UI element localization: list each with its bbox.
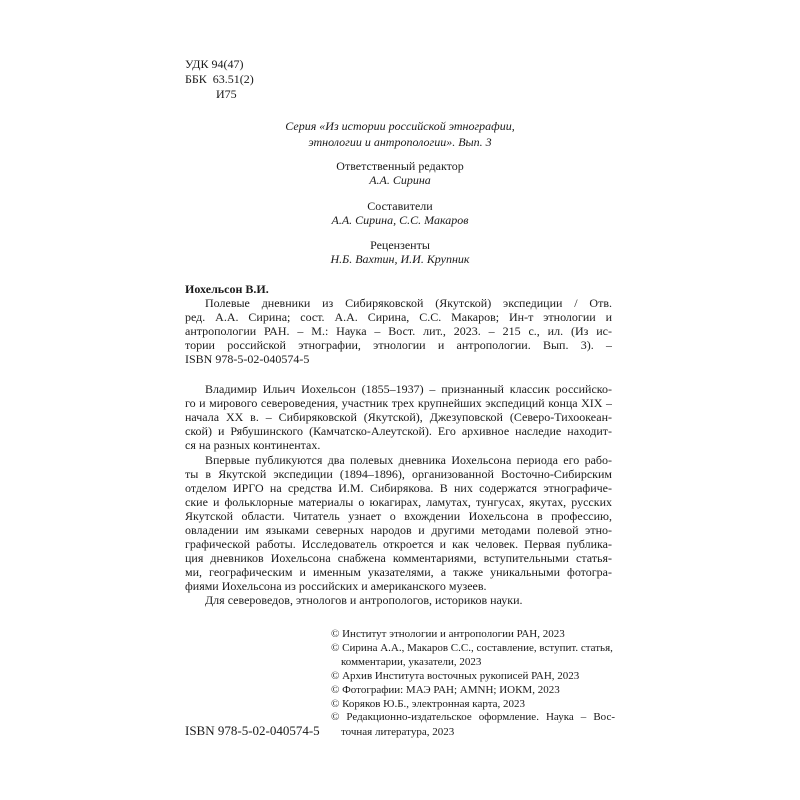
abstract-line: ской) и Рябушинского (Камчатско-Алеутской). Его архивное наследие находит- xyxy=(185,424,612,438)
author-mark: И75 xyxy=(216,87,237,101)
credit-role: Ответственный редактор xyxy=(336,159,464,173)
record-line: Полевые дневники из Сибиряковской (Якутской) экспедиции / Отв. xyxy=(205,296,612,310)
abstract-line: ские и фольклорные материалы о юкагирах, ламутах, тунгусах, якутах, русских xyxy=(185,495,612,509)
abstract-line: графической работы. Исследователь откроется и как человек. Первая публика- xyxy=(185,537,612,551)
abstract-line: ми, географическим и именным указателями, а также уникальными фотогра- xyxy=(185,565,612,579)
record-line: антропологии РАН. – М.: Наука – Вост. лит., 2023. – 215 с., ил. (Из ис- xyxy=(185,324,612,338)
abstract-line: начала XX в. – Сибиряковской (Якутской), Джезуповской (Северо-Тихоокеан- xyxy=(185,410,612,424)
record-line: ред. А.А. Сирина; сост. А.А. Сирина, С.С. Макаров; Ин-т этнологии и xyxy=(185,310,612,324)
credit-role: Рецензенты xyxy=(370,238,430,252)
isbn: ISBN 978-5-02-040574-5 xyxy=(185,723,320,738)
series-title xyxy=(185,119,615,149)
abstract-line: фиями Иохельсона из российских и американского музеев. xyxy=(185,579,487,593)
bbk-code: ББК 63.51(2) xyxy=(185,72,254,86)
abstract-line: ся на разных континентах. xyxy=(185,438,321,452)
editor-credit xyxy=(185,159,615,187)
copyright-line: © Коряков Ю.Б., электронная карта, 2023 xyxy=(331,698,526,710)
copyright-line: © Институт этнологии и антропологии РАН, 2023 xyxy=(331,628,565,640)
copyright-line: © Сирина А.А., Макаров С.С., составление, вступит. статья, xyxy=(331,642,613,654)
abstract-line: Якутской области. Читатель узнает о вхождении Иохельсона в профессию, xyxy=(185,509,612,523)
abstract-line: отделом ИРГО на средства И.М. Сибирякова. В них содержатся этнографиче- xyxy=(185,481,612,495)
credit-names: Н.Б. Вахтин, И.И. Крупник xyxy=(330,252,470,266)
credit-names: А.А. Сирина, С.С. Макаров xyxy=(331,213,469,227)
copyright-block xyxy=(331,627,615,739)
copyright-line: © Архив Института восточных рукописей РАН, 2023 xyxy=(331,670,580,682)
series-line: Серия «Из истории российской этнографии, xyxy=(285,119,515,133)
credit-role: Составители xyxy=(367,199,433,213)
udk-code: УДК 94(47) xyxy=(185,57,244,71)
abstract-line: Владимир Ильич Иохельсон (1855–1937) – признанный классик российско- xyxy=(205,382,612,396)
abstract-line: ты в Якутской экспедиции (1894–1896), организованной Восточно-Сибирским xyxy=(185,467,612,481)
credit-names: А.А. Сирина xyxy=(369,173,431,187)
abstract-line: Впервые публикуются два полевых дневника Иохельсона периода его рабо- xyxy=(205,453,612,467)
copyright-line: © Фотографии: МАЭ РАН; AMNH; ИОКМ, 2023 xyxy=(331,684,560,696)
series-line: этнологии и антропологии». Вып. 3 xyxy=(308,135,492,149)
record-author: Иохельсон В.И. xyxy=(185,282,269,296)
abstract-line: го и мирового североведения, участник трех крупнейших экспедиций конца XIX – xyxy=(185,396,612,410)
audience-line: Для североведов, этнологов и антропологов, историков науки. xyxy=(205,593,523,607)
bibliographic-record xyxy=(185,282,612,366)
copyright-line: комментарии, указатели, 2023 xyxy=(341,656,482,668)
abstract-line: овладении им языками северных народов и другими методами полевой этно- xyxy=(185,523,612,537)
abstract-line: ция дневников Иохельсона снабжена комментариями, вступительными статья- xyxy=(185,551,612,565)
record-line: тории российской этнографии, этнологии и антропологии. Вып. 3). – xyxy=(185,338,612,352)
record-isbn: ISBN 978-5-02-040574-5 xyxy=(185,352,310,366)
copyright-line: точная литература, 2023 xyxy=(341,726,455,738)
abstract xyxy=(185,382,612,607)
copyright-line: © Редакционно-издательское оформление. Наука – Вос- xyxy=(331,711,615,723)
compilers-credit xyxy=(185,199,615,227)
reviewers-credit xyxy=(185,238,615,266)
